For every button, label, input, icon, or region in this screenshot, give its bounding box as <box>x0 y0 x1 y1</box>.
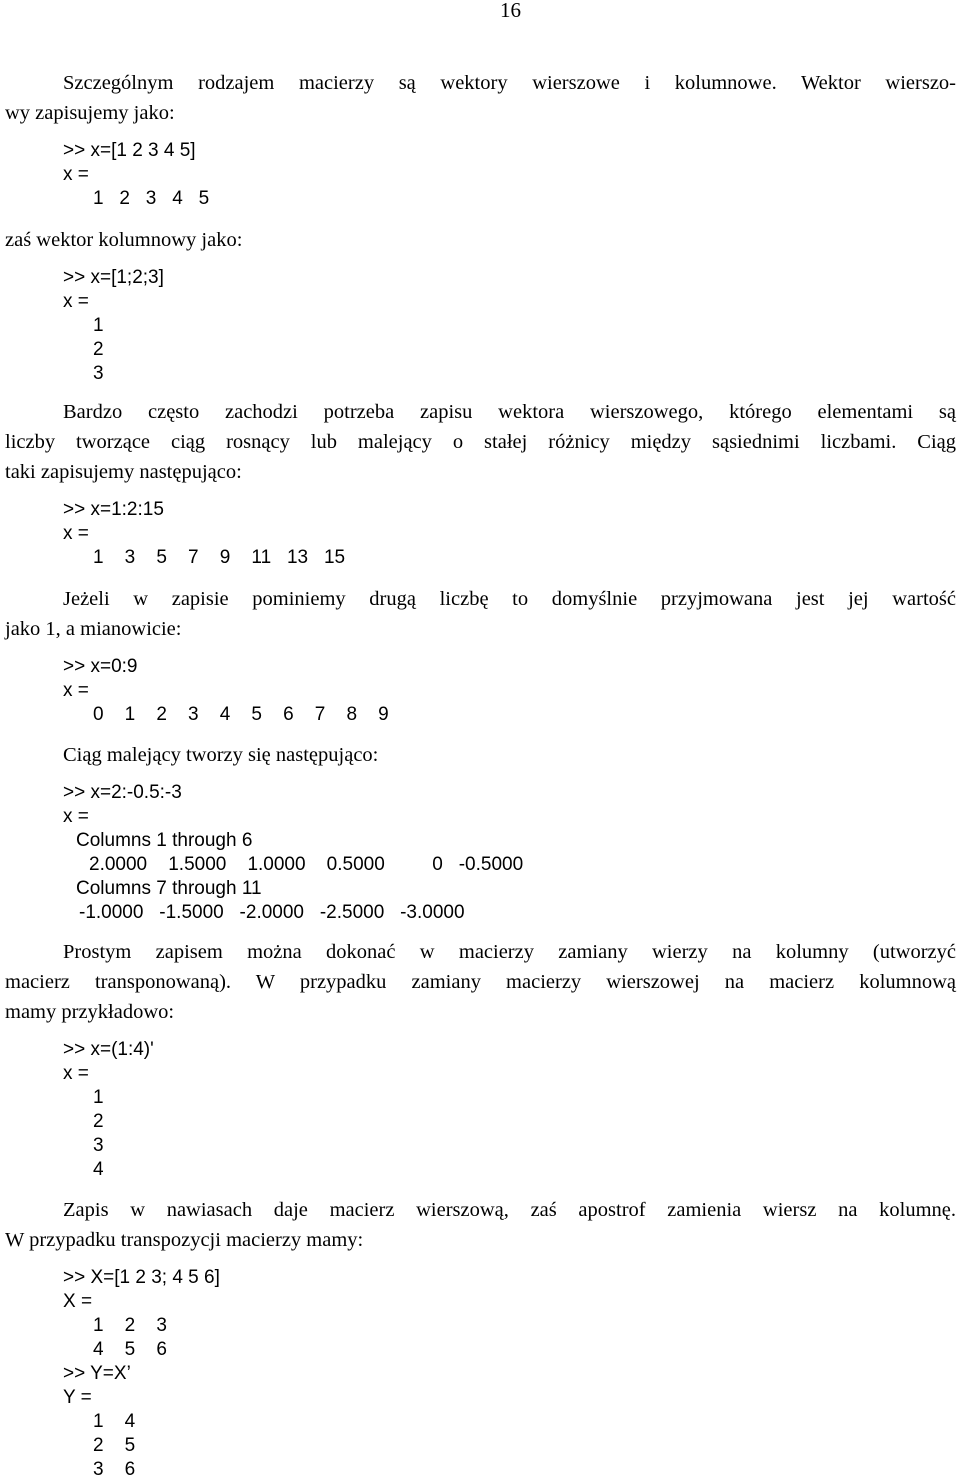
paragraph-line: Bardzo często zachodzi potrzeba zapisu wektora wierszowego, którego elementami są <box>63 401 956 423</box>
code-line: 4 <box>93 1159 104 1180</box>
code-line: 4 5 6 <box>93 1339 167 1360</box>
code-line: >> x=2:-0.5:-3 <box>63 782 182 803</box>
paragraph-line: liczby tworzące ciąg rosnący lub malejący o stałej różnicy między sąsiednimi liczbami. Ciąg <box>5 431 956 453</box>
code-line: >> x=[1 2 3 4 5] <box>63 140 196 161</box>
code-line: 1 <box>93 1087 104 1108</box>
paragraph-line: W przypadku transpozycji macierzy mamy: <box>5 1229 364 1251</box>
code-line: x = <box>63 1063 89 1084</box>
code-line: 3 <box>93 363 104 384</box>
code-line: 1 2 3 <box>93 1315 167 1336</box>
code-line: 1 3 5 7 9 11 13 15 <box>93 547 346 568</box>
paragraph-line: Ciąg malejący tworzy się następująco: <box>63 744 379 766</box>
paragraph-line: Zapis w nawiasach daje macierz wierszową, zaś apostrof zamienia wiersz na kolumnę. <box>63 1199 956 1221</box>
code-line: 2 <box>93 1111 104 1132</box>
code-line: 2.0000 1.5000 1.0000 0.5000 0 -0.5000 <box>89 854 524 875</box>
paragraph-line: macierz transponowaną). W przypadku zamiany macierzy wierszowej na macierz kolumnową <box>5 971 956 993</box>
code-line: 2 5 <box>93 1435 136 1456</box>
code-line: >> Y=X’ <box>63 1363 131 1384</box>
paragraph-line: taki zapisujemy następująco: <box>5 461 242 483</box>
code-line: -1.0000 -1.5000 -2.0000 -2.5000 -3.0000 <box>79 902 465 923</box>
code-line: 3 6 <box>93 1459 136 1480</box>
code-line: x = <box>63 164 89 185</box>
paragraph-line: Prostym zapisem można dokonać w macierzy zamiany wierzy na kolumny (utworzyć <box>63 941 956 963</box>
code-line: X = <box>63 1291 93 1312</box>
code-line: x = <box>63 680 89 701</box>
paragraph-line: mamy przykładowo: <box>5 1001 175 1023</box>
code-line: >> x=1:2:15 <box>63 499 164 520</box>
code-line: Columns 1 through 6 <box>76 830 253 851</box>
code-line: >> x=(1:4)' <box>63 1039 154 1060</box>
code-line: >> x=[1;2;3] <box>63 267 164 288</box>
paragraph-line: Szczególnym rodzajem macierzy są wektory wierszowe i kolumnowe. Wektor wierszo- <box>63 72 956 94</box>
paragraph-line: Jeżeli w zapisie pominiemy drugą liczbę to domyślnie przyjmowana jest jej wartość <box>63 588 956 610</box>
code-line: 2 <box>93 339 104 360</box>
code-line: Y = <box>63 1387 92 1408</box>
code-line: 3 <box>93 1135 104 1156</box>
paragraph-line: wy zapisujemy jako: <box>5 102 175 124</box>
code-line: 1 2 3 4 5 <box>93 188 210 209</box>
code-line: >> X=[1 2 3; 4 5 6] <box>63 1267 220 1288</box>
code-line: x = <box>63 806 89 827</box>
page-number: 16 <box>500 0 521 22</box>
paragraph-line: zaś wektor kolumnowy jako: <box>5 229 243 251</box>
code-line: 1 <box>93 315 104 336</box>
code-line: x = <box>63 523 89 544</box>
code-line: 1 4 <box>93 1411 136 1432</box>
code-line: 0 1 2 3 4 5 6 7 8 9 <box>93 704 389 725</box>
paragraph-line: jako 1, a mianowicie: <box>5 618 182 640</box>
code-line: Columns 7 through 11 <box>76 878 262 899</box>
code-line: >> x=0:9 <box>63 656 138 677</box>
code-line: x = <box>63 291 89 312</box>
